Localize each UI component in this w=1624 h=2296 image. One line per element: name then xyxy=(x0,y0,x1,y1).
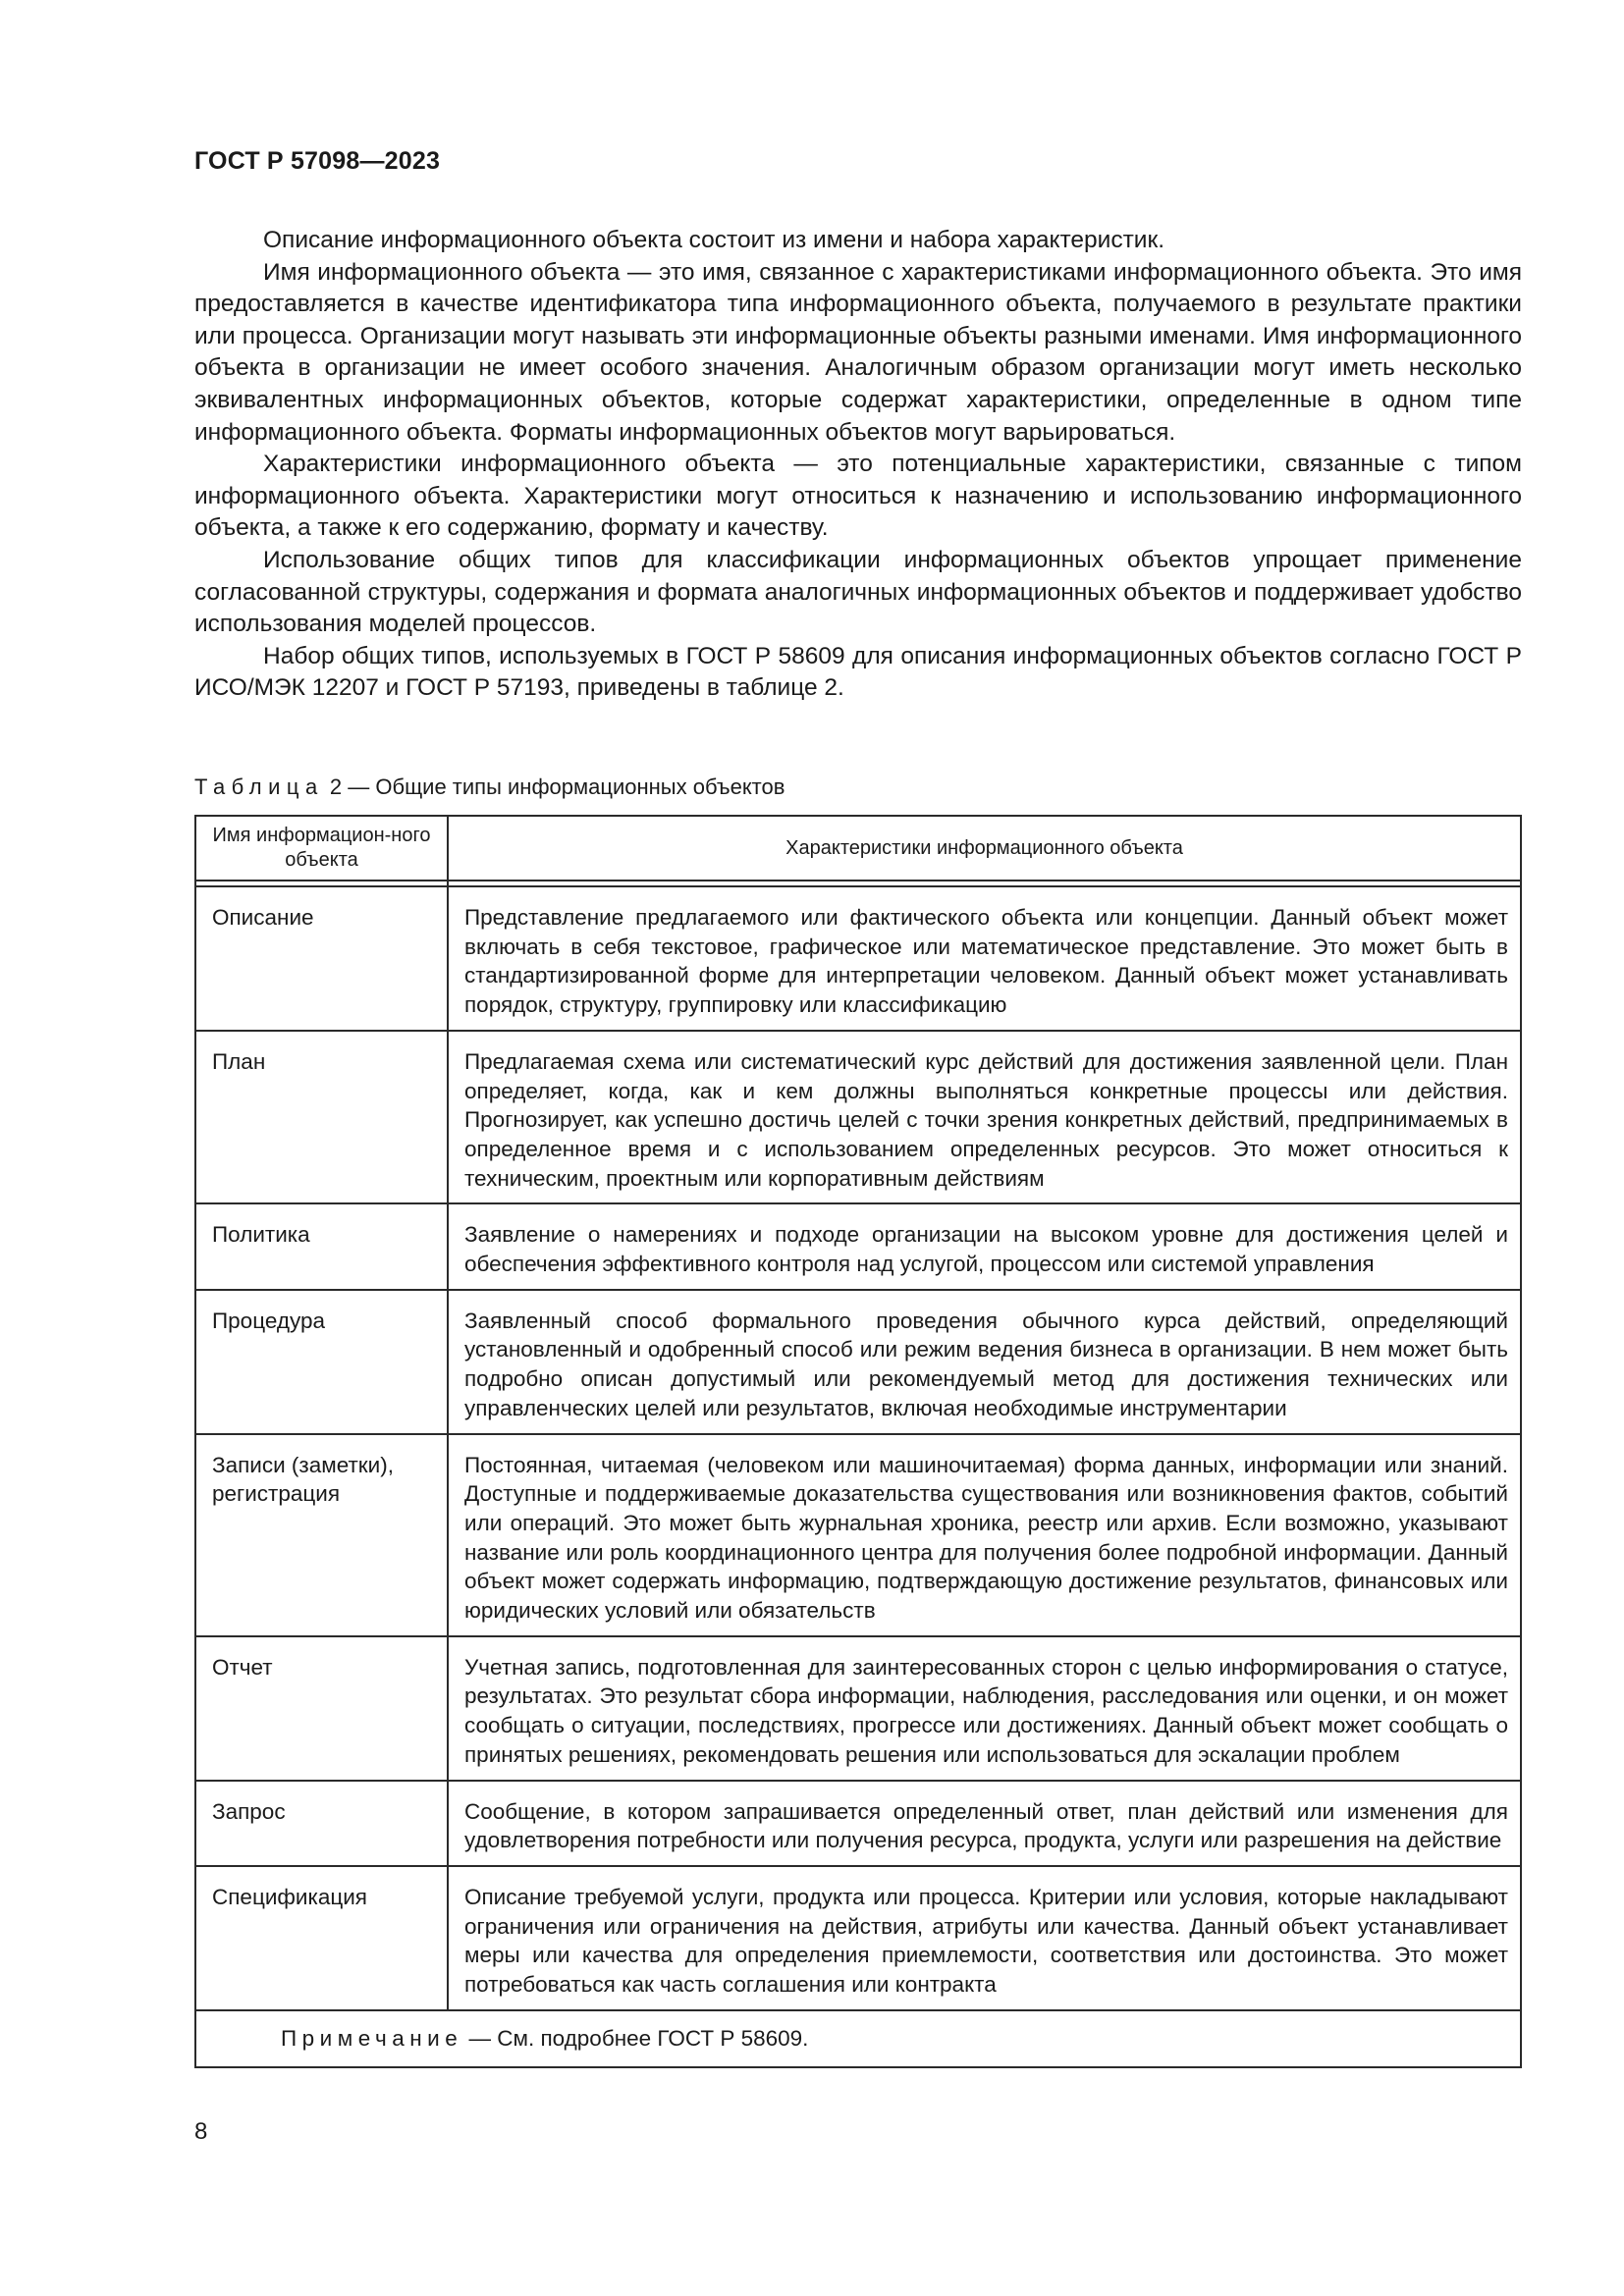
column-header-name: Имя информацион-ного объекта xyxy=(195,816,448,881)
object-description: Представление предлагаемого или фактического объекта или концепции. Данный объект может включать в себя текстовое, графическое или математическое представление. Это может быть в стандартизированной форме для интерпретации человеком. Данный объект может устанавливать порядок, структуру, группировку или классификацию xyxy=(448,886,1521,1031)
table-row xyxy=(195,1434,1521,1636)
table-caption-text: 2 — Общие типы информационных объектов xyxy=(329,774,785,799)
table-row xyxy=(195,1636,1521,1781)
object-name: Запрос xyxy=(195,1781,448,1866)
object-name: Спецификация xyxy=(195,1866,448,2010)
table-note xyxy=(195,2010,1521,2067)
body-text xyxy=(194,225,1522,705)
paragraph-5: Набор общих типов, используемых в ГОСТ Р 58609 для описания информационных объектов согласно ГОСТ Р ИСО/МЭК 12207 и ГОСТ Р 57193, приведены в таблице 2. xyxy=(194,642,1522,702)
object-description: Постоянная, читаемая (человеком или машиночитаемая) форма данных, информации или знаний. Доступные и поддерживаемые доказательства существования или возникновения фактов, событий или операций. Это может быть журнальная хроника, реестр или архив. Если возможно, указывают название или роль координационного центра для получения более подробной информации. Данный объект может содержать информацию, подтверждающую достижение результатов, финансовых или юридических условий или обязательств xyxy=(448,1434,1521,1636)
object-name: Отчет xyxy=(195,1636,448,1781)
object-description: Сообщение, в котором запрашивается определенный ответ, план действий или изменения для удовлетворения потребности или получения ресурса, продукта, услуги или разрешения на действие xyxy=(448,1781,1521,1866)
table-caption-label: Таблица xyxy=(194,774,324,799)
table-header-row xyxy=(195,816,1521,881)
table-row xyxy=(195,1866,1521,2010)
table-row xyxy=(195,1781,1521,1866)
table-row xyxy=(195,886,1521,1031)
column-header-description: Характеристики информационного объекта xyxy=(448,816,1521,881)
table-caption xyxy=(194,774,785,801)
table-row xyxy=(195,1203,1521,1289)
table-row xyxy=(195,1290,1521,1434)
object-name: План xyxy=(195,1031,448,1204)
paragraph-3: Характеристики информационного объекта — это потенциальные характеристики, связанные с типом информационного объекта. Характеристики могут относиться к назначению и использованию информационного объекта, а также к его содержанию, формату и качеству. xyxy=(194,451,1522,542)
info-objects-table xyxy=(194,815,1522,2068)
paragraph-2: Имя информационного объекта — это имя, связанное с характеристиками информационного объекта. Это имя предоставляется в качестве идентификатора типа информационного объекта, получаемого в результате практики или процесса. Организации могут называть эти информационные объекты разными именами. Имя информационного объекта в организации не имеет особого значения. Аналогичным образом организации могут иметь несколько эквивалентных информационных объектов, которые содержат характеристики, определенные в одном типе информационного объекта. Форматы информационных объектов могут варьироваться. xyxy=(194,258,1522,446)
object-name: Записи (заметки), регистрация xyxy=(195,1434,448,1636)
object-name: Политика xyxy=(195,1203,448,1289)
object-description: Описание требуемой услуги, продукта или процесса. Критерии или условия, которые накладывают ограничения или ограничения на действия, атрибуты или качества. Данный объект устанавливает меры или качества для определения приемлемости, соответствия или достоинства. Это может потребоваться как часть соглашения или контракта xyxy=(448,1866,1521,2010)
note-label: Примечание xyxy=(281,2025,463,2051)
object-description: Заявленный способ формального проведения обычного курса действий, определяющий установленный и одобренный способ или режим ведения бизнеса в организации. В нем может быть подробно описан допустимый или рекомендуемый метод для достижения технических или управленческих целей или результатов, включая необходимые инструментарии xyxy=(448,1290,1521,1434)
object-description: Предлагаемая схема или систематический курс действий для достижения заявленной цели. План определяет, когда, как и кем должны выполняться конкретные процессы или действия. Прогнозирует, как успешно достичь целей с точки зрения конкретных действий, предпринимаемых в определенное время и с использованием определенных ресурсов. Это может относиться к техническим, проектным или корпоративным действиям xyxy=(448,1031,1521,1204)
object-description: Учетная запись, подготовленная для заинтересованных сторон с целью информирования о статусе, результатах. Это результат сбора информации, наблюдения, расследования или оценки, и он может сообщать о ситуации, последствиях, прогрессе или достижениях. Данный объект может сообщать о принятых решениях, рекомендовать решения или использоваться для эскалации проблем xyxy=(448,1636,1521,1781)
paragraph-4: Использование общих типов для классификации информационных объектов упрощает применение согласованной структуры, содержания и формата аналогичных информационных объектов и поддерживает удобство использования моделей процессов. xyxy=(194,546,1522,638)
document-id-header: ГОСТ Р 57098—2023 xyxy=(194,147,441,175)
page-number: 8 xyxy=(194,2118,208,2145)
object-name: Процедура xyxy=(195,1290,448,1434)
note-text: — См. подробнее ГОСТ Р 58609. xyxy=(462,2025,809,2051)
object-name: Описание xyxy=(195,886,448,1031)
object-description: Заявление о намерениях и подходе организации на высоком уровне для достижения целей и обеспечения эффективного контроля над услугой, процессом или системой управления xyxy=(448,1203,1521,1289)
paragraph-1: Описание информационного объекта состоит из имени и набора характеристик. xyxy=(263,227,1165,253)
table-note-row xyxy=(195,2010,1521,2067)
table-row xyxy=(195,1031,1521,1204)
